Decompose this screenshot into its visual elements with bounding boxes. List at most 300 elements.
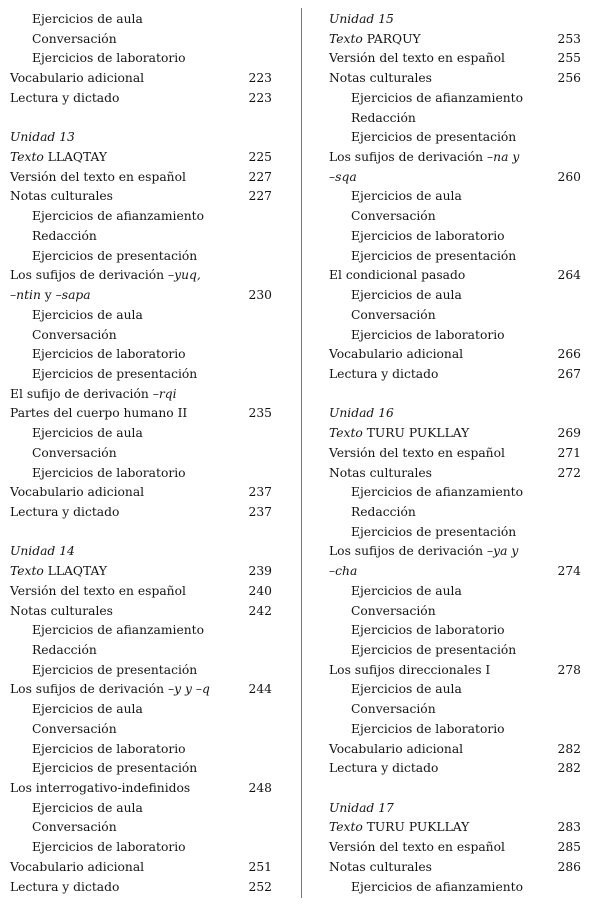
toc-entry-label xyxy=(10,10,143,30)
toc-entry-label xyxy=(329,444,505,464)
page-number: 286 xyxy=(557,859,581,874)
toc-entry-label xyxy=(10,503,119,523)
entry-text: Ejercicios de laboratorio xyxy=(32,51,186,66)
toc-entry xyxy=(329,49,581,69)
toc-entry-label xyxy=(10,207,204,227)
toc-subentry xyxy=(10,661,272,681)
toc-subentry xyxy=(329,89,581,109)
page-number: 235 xyxy=(248,406,272,421)
entry-text: Ejercicios de aula xyxy=(351,583,462,598)
page-number: 267 xyxy=(557,366,581,381)
page-number: 271 xyxy=(557,445,581,460)
entry-text: Ejercicios de laboratorio xyxy=(351,327,505,342)
toc-entry-label xyxy=(329,286,462,306)
toc-entry xyxy=(10,562,272,582)
toc-subentry xyxy=(10,621,272,641)
entry-text: Redacción xyxy=(351,504,416,519)
page-number: 223 xyxy=(248,71,272,86)
page-number: 269 xyxy=(557,426,581,441)
unit-heading xyxy=(329,404,581,424)
entry-text: Ejercicios de afianzamiento xyxy=(351,90,523,105)
toc-entry xyxy=(10,404,272,424)
toc-entry-label xyxy=(10,542,75,562)
unit-heading xyxy=(329,10,581,30)
page-number: 256 xyxy=(557,71,581,86)
toc-subentry xyxy=(329,720,581,740)
toc-subentry xyxy=(10,326,272,346)
entry-text: Vocabulario adicional xyxy=(329,741,464,756)
toc-entry-label xyxy=(329,10,394,30)
entry-text: Ejercicios de presentación xyxy=(351,643,517,657)
entry-text: Lectura y dictado xyxy=(10,879,120,894)
entry-text: Vocabulario adicional xyxy=(10,859,145,874)
toc-entry-label xyxy=(10,779,190,799)
toc-entry-label xyxy=(329,128,516,148)
toc-subentry xyxy=(10,227,272,247)
entry-text: Conversación xyxy=(32,327,117,342)
entry-text: Ejercicios de presentación xyxy=(351,248,517,263)
entry-italic-suffix: –yuq, xyxy=(168,268,201,283)
toc-subentry xyxy=(329,503,581,523)
toc-spacer xyxy=(10,109,272,129)
toc-entry xyxy=(10,89,272,109)
toc-entry xyxy=(329,740,581,760)
toc-entry xyxy=(10,286,272,306)
toc-entry xyxy=(329,345,581,365)
toc-entry xyxy=(10,148,272,168)
toc-entry-label xyxy=(329,168,357,188)
page-number: 242 xyxy=(248,603,272,618)
toc-entry-label xyxy=(329,858,432,878)
page-number: 266 xyxy=(557,347,581,362)
toc-entry-label xyxy=(10,345,186,365)
entry-text: Conversación xyxy=(351,603,436,618)
page-number: 244 xyxy=(248,682,272,697)
toc-entry xyxy=(329,30,581,50)
toc-subentry xyxy=(329,286,581,306)
toc-entry-label xyxy=(329,838,505,858)
toc-subentry xyxy=(10,424,272,444)
page-number: 283 xyxy=(557,820,581,835)
entry-text: Ejercicios de aula xyxy=(32,702,143,717)
toc-entry xyxy=(10,602,272,622)
entry-text: Ejercicios de laboratorio xyxy=(351,228,505,243)
entry-text: Notas culturales xyxy=(329,71,432,86)
toc-entry xyxy=(329,759,581,779)
toc-entry-label xyxy=(329,49,505,69)
toc-entry-label xyxy=(329,818,469,838)
entry-text: PARQUY xyxy=(362,31,421,46)
toc-entry-label xyxy=(329,148,519,168)
toc-entry-label xyxy=(10,602,113,622)
page-number: 239 xyxy=(248,564,272,579)
page-number: 227 xyxy=(248,189,272,204)
toc-subentry xyxy=(10,49,272,69)
unit-heading xyxy=(10,542,272,562)
toc-entry-label xyxy=(329,680,462,700)
entry-italic-suffix: –sapa xyxy=(55,288,91,303)
page-number: 230 xyxy=(248,288,272,303)
entry-text: Notas culturales xyxy=(10,603,113,618)
toc-entry-label xyxy=(10,30,117,50)
toc-subentry xyxy=(329,483,581,503)
toc-entry-label xyxy=(10,69,144,89)
toc-entry-label xyxy=(10,621,204,641)
toc-subentry xyxy=(10,345,272,365)
entry-text: Ejercicios de laboratorio xyxy=(32,741,186,756)
entry-text: Ejercicios de aula xyxy=(32,426,143,441)
toc-entry-label xyxy=(10,444,117,464)
toc-entry-label xyxy=(329,799,394,819)
toc-subentry xyxy=(10,700,272,720)
toc-entry-label xyxy=(10,759,197,779)
toc-entry-label xyxy=(329,247,516,267)
toc-subentry xyxy=(329,247,581,267)
page-number: 240 xyxy=(248,583,272,598)
unit-title: Unidad 15 xyxy=(329,12,394,26)
toc-entry xyxy=(329,424,581,444)
entry-text: Ejercicios de laboratorio xyxy=(32,347,186,362)
entry-italic-part: Texto xyxy=(10,564,44,579)
entry-text: Ejercicios de presentación xyxy=(351,130,517,145)
entry-text: Conversación xyxy=(32,820,117,835)
toc-entry-label xyxy=(10,483,144,503)
toc-subentry xyxy=(10,30,272,50)
entry-text: Redacción xyxy=(351,110,416,125)
toc-entry xyxy=(10,187,272,207)
entry-italic-part: Texto xyxy=(329,31,363,46)
toc-subentry xyxy=(10,818,272,838)
toc-entry-label xyxy=(10,838,186,858)
toc-entry-label xyxy=(10,878,119,898)
toc-entry-label xyxy=(329,483,523,503)
entry-text: Lectura y dictado xyxy=(329,761,439,776)
toc-entry-label xyxy=(329,89,523,109)
toc-subentry xyxy=(10,247,272,267)
entry-text: Conversación xyxy=(32,445,117,460)
toc-entry xyxy=(329,858,581,878)
page-number: 272 xyxy=(557,465,581,480)
toc-spacer xyxy=(10,523,272,543)
toc-entry-label xyxy=(10,799,143,819)
toc-subentry xyxy=(329,207,581,227)
page-number: 225 xyxy=(248,150,272,165)
toc-entry-label xyxy=(10,641,97,661)
toc-entry-label xyxy=(329,720,505,740)
page-number: 282 xyxy=(557,741,581,756)
toc-entry xyxy=(10,503,272,523)
toc-entry-label xyxy=(329,69,432,89)
page-number: 260 xyxy=(557,169,581,184)
entry-text: Ejercicios de presentación xyxy=(351,524,517,539)
entry-italic-suffix: –ya y xyxy=(487,544,519,559)
toc-entry-label xyxy=(329,740,463,760)
entry-text: Partes del cuerpo humano II xyxy=(10,406,188,421)
entry-text: Versión del texto en español xyxy=(10,169,186,184)
entry-text: Lectura y dictado xyxy=(329,366,439,381)
toc-entry xyxy=(10,779,272,799)
entry-text: Conversación xyxy=(32,721,117,736)
entry-text: LLAQTAY xyxy=(43,150,108,165)
column-divider xyxy=(301,8,302,898)
entry-text: Los sufijos de derivación xyxy=(10,682,169,697)
page-number: 264 xyxy=(557,268,581,283)
toc-entry-label xyxy=(10,404,187,424)
toc-entry xyxy=(329,661,581,681)
entry-text: Ejercicios de afianzamiento xyxy=(351,485,523,500)
entry-text: El sufijo de derivación xyxy=(10,386,153,401)
toc-subentry xyxy=(10,799,272,819)
entry-text: Ejercicios de aula xyxy=(32,12,143,26)
unit-title: Unidad 14 xyxy=(10,544,75,559)
toc-entry-label xyxy=(329,227,505,247)
toc-entry-label xyxy=(329,187,462,207)
toc-entry-label xyxy=(10,464,186,484)
page-number: 255 xyxy=(557,51,581,66)
toc-entry-label xyxy=(10,385,177,405)
toc-spacer xyxy=(329,779,581,799)
toc-entry-label xyxy=(329,424,469,444)
page-number: 237 xyxy=(248,504,272,519)
entry-text: Lectura y dictado xyxy=(10,504,120,519)
entry-text: Ejercicios de laboratorio xyxy=(32,465,186,480)
entry-text: Notas culturales xyxy=(329,465,432,480)
toc-subentry xyxy=(10,10,272,30)
entry-text: Ejercicios de presentación xyxy=(32,761,198,776)
toc-entry xyxy=(329,365,581,385)
toc-entry xyxy=(329,562,581,582)
toc-entry-label xyxy=(329,878,523,898)
toc-entry-label xyxy=(329,464,432,484)
page-number: 252 xyxy=(248,879,272,894)
entry-text: Ejercicios de presentación xyxy=(32,248,198,263)
toc-entry-label xyxy=(329,621,505,641)
toc-entry-label xyxy=(10,700,143,720)
toc-entry xyxy=(10,266,272,286)
toc-entry xyxy=(329,69,581,89)
entry-text: Vocabulario adicional xyxy=(329,347,464,362)
entry-italic-part: Texto xyxy=(329,820,363,835)
toc-entry-label xyxy=(329,306,436,326)
toc-entry-label xyxy=(10,326,117,346)
toc-subentry xyxy=(10,207,272,227)
toc-subentry xyxy=(329,306,581,326)
toc-entry-label xyxy=(10,680,210,700)
toc-entry-label xyxy=(329,661,490,681)
toc-entry-label xyxy=(329,523,516,543)
entry-italic-suffix: –rqi xyxy=(152,386,177,401)
toc-subentry xyxy=(329,187,581,207)
toc-entry-label xyxy=(10,562,107,582)
toc-subentry xyxy=(10,365,272,385)
entry-text: y xyxy=(40,288,56,303)
entry-text: Versión del texto en español xyxy=(10,583,186,598)
toc-subentry xyxy=(329,621,581,641)
toc-entry-label xyxy=(10,424,143,444)
toc-entry xyxy=(329,148,581,168)
toc-subentry xyxy=(329,109,581,129)
toc-entry-label xyxy=(10,49,186,69)
toc-entry-label xyxy=(329,503,416,523)
entry-text: Ejercicios de presentación xyxy=(32,366,198,381)
toc-entry-label xyxy=(329,345,463,365)
entry-text: Ejercicios de laboratorio xyxy=(32,840,186,855)
toc-entry-label xyxy=(10,128,75,148)
toc-entry-label xyxy=(329,641,516,661)
entry-text: Lectura y dictado xyxy=(10,90,120,105)
toc-entry-label xyxy=(329,542,518,562)
toc-left-column xyxy=(10,10,272,897)
toc-subentry xyxy=(10,464,272,484)
unit-title: Unidad 13 xyxy=(10,130,75,145)
toc-subentry xyxy=(10,759,272,779)
toc-subentry xyxy=(329,602,581,622)
toc-entry-label xyxy=(329,266,465,286)
entry-text: Versión del texto en español xyxy=(329,51,505,66)
unit-heading xyxy=(329,799,581,819)
entry-text: Ejercicios de aula xyxy=(32,307,143,322)
toc-entry-label xyxy=(329,582,462,602)
page-number: 223 xyxy=(248,90,272,105)
entry-text: Ejercicios de afianzamiento xyxy=(351,879,523,894)
toc-entry-label xyxy=(10,168,186,188)
entry-text: El condicional pasado xyxy=(329,268,466,283)
toc-subentry xyxy=(329,641,581,661)
toc-entry xyxy=(10,582,272,602)
entry-italic-suffix: –na y xyxy=(487,150,520,165)
toc-entry-label xyxy=(10,720,117,740)
entry-text: Conversación xyxy=(351,307,436,322)
toc-subentry xyxy=(329,227,581,247)
toc-entry-label xyxy=(10,227,97,247)
toc-entry xyxy=(329,464,581,484)
entry-text: Ejercicios de aula xyxy=(32,800,143,815)
entry-italic-part: Texto xyxy=(329,426,363,441)
entry-text: TURU PUKLLAY xyxy=(362,820,470,835)
entry-text: Vocabulario adicional xyxy=(10,71,145,86)
toc-entry-label xyxy=(329,326,505,346)
toc-spacer xyxy=(329,385,581,405)
entry-text: Vocabulario adicional xyxy=(10,485,145,500)
toc-subentry xyxy=(10,740,272,760)
toc-right-column xyxy=(329,10,581,897)
entry-text: LLAQTAY xyxy=(43,564,108,579)
toc-entry-label xyxy=(329,207,436,227)
toc-subentry xyxy=(329,523,581,543)
entry-text: TURU PUKLLAY xyxy=(362,426,470,441)
toc-entry-label xyxy=(10,661,197,681)
entry-text: Ejercicios de aula xyxy=(351,189,462,204)
entry-text: Versión del texto en español xyxy=(329,840,505,855)
entry-text: Los sufijos de derivación xyxy=(329,150,488,165)
entry-italic-suffix: –y y –q xyxy=(168,682,210,697)
entry-text: Conversación xyxy=(32,31,117,46)
toc-subentry xyxy=(329,680,581,700)
entry-text: Notas culturales xyxy=(10,189,113,204)
toc-entry-label xyxy=(329,404,394,424)
toc-subentry xyxy=(10,444,272,464)
toc-entry-label xyxy=(10,187,113,207)
toc-subentry xyxy=(329,326,581,346)
toc-subentry xyxy=(329,128,581,148)
page-number: 248 xyxy=(248,781,272,796)
toc-entry xyxy=(10,483,272,503)
toc-entry-label xyxy=(10,286,91,306)
toc-subentry xyxy=(329,878,581,898)
entry-italic-part: –ntin xyxy=(10,288,41,303)
entry-text: Ejercicios de laboratorio xyxy=(351,721,505,736)
entry-text: Ejercicios de presentación xyxy=(32,662,198,677)
unit-title: Unidad 17 xyxy=(329,800,394,815)
page-number: 251 xyxy=(248,859,272,874)
entry-text: Ejercicios de laboratorio xyxy=(351,623,505,638)
entry-text: Los sufijos de derivación xyxy=(329,544,488,559)
toc-subentry xyxy=(329,582,581,602)
entry-text: Redacción xyxy=(32,643,97,657)
entry-text: Conversación xyxy=(351,209,436,224)
toc-entry-label xyxy=(10,858,144,878)
toc-entry-label xyxy=(10,247,197,267)
entry-text: Versión del texto en español xyxy=(329,445,505,460)
toc-entry-label xyxy=(10,306,143,326)
page-number: 274 xyxy=(557,564,581,579)
entry-text: Ejercicios de afianzamiento xyxy=(32,623,204,638)
unit-heading xyxy=(10,128,272,148)
toc-entry xyxy=(10,385,272,405)
toc-subentry xyxy=(10,306,272,326)
toc-subentry xyxy=(329,700,581,720)
toc-entry xyxy=(10,878,272,898)
entry-text: Ejercicios de aula xyxy=(351,682,462,697)
entry-italic-part: Texto xyxy=(10,150,44,165)
unit-title: Unidad 16 xyxy=(329,406,394,421)
page-number: 237 xyxy=(248,485,272,500)
entry-text: Los interrogativo-indefinidos xyxy=(10,781,191,796)
page-number: 227 xyxy=(248,169,272,184)
toc-entry-label xyxy=(329,109,416,129)
toc-subentry xyxy=(10,720,272,740)
toc-entry-label xyxy=(329,562,357,582)
toc-subentry xyxy=(10,641,272,661)
entry-text: Redacción xyxy=(32,228,97,243)
entry-text: Los sufijos direccionales I xyxy=(329,662,491,677)
toc-entry xyxy=(329,838,581,858)
toc-entry-label xyxy=(10,365,197,385)
toc-entry xyxy=(10,69,272,89)
entry-italic-part: –sqa xyxy=(329,169,357,184)
page-number: 278 xyxy=(557,662,581,677)
toc-entry-label xyxy=(10,740,186,760)
toc-entry-label xyxy=(329,602,436,622)
toc-entry xyxy=(329,266,581,286)
toc-entry-label xyxy=(10,818,117,838)
toc-entry xyxy=(10,858,272,878)
entry-text: Ejercicios de afianzamiento xyxy=(32,209,204,224)
toc-entry-label xyxy=(10,89,119,109)
toc-entry-label xyxy=(10,266,201,286)
toc-entry xyxy=(329,168,581,188)
entry-text: Ejercicios de aula xyxy=(351,288,462,303)
entry-italic-part: –cha xyxy=(329,564,358,579)
toc-entry-label xyxy=(329,700,436,720)
toc-entry xyxy=(329,542,581,562)
toc-entry-label xyxy=(329,365,438,385)
toc-entry-label xyxy=(329,759,438,779)
page-number: 285 xyxy=(557,840,581,855)
toc-entry-label xyxy=(10,582,186,602)
toc-entry xyxy=(329,818,581,838)
toc-entry-label xyxy=(329,30,421,50)
